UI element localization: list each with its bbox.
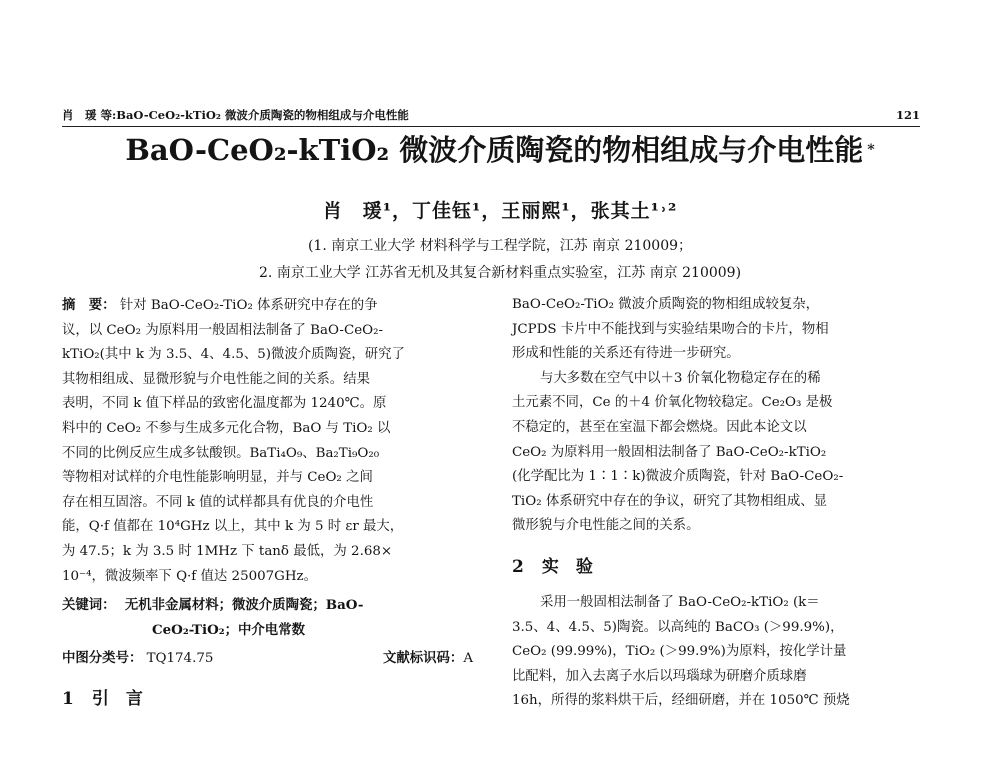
running-head-text: 肖 瑗 等:BaO-CeO₂-kTiO₂ 微波介质陶瓷的物相组成与介电性能 xyxy=(62,108,409,122)
body-line: 比配料，加入去离子水后以玛瑙球为研磨介质球磨 xyxy=(512,668,807,684)
affiliation-2: 2. 南京工业大学 江苏省无机及其复合新材料重点实验室，江苏 南京 210009) xyxy=(258,265,742,281)
document-code: 文献标识码：A xyxy=(382,650,473,667)
abstract-line: 为 47.5；k 为 3.5 时 1MHz 下 tanδ 最低，为 2.68× xyxy=(62,543,393,559)
section-heading: 1 引 言 xyxy=(62,688,143,709)
abstract-line: kTiO₂(其中 k 为 3.5、4、4.5、5)微波介质陶瓷，研究了 xyxy=(62,347,405,363)
left-column xyxy=(62,293,487,723)
body-line: 微形貌与介电性能之间的关系。 xyxy=(512,518,700,534)
body-line: 土元素不同，Ce 的＋4 价氧化物较稳定。Ce₂O₃ 是极 xyxy=(512,395,833,411)
abstract-line: 等物相对试样的介电性能影响明显，并与 CeO₂ 之间 xyxy=(62,470,373,486)
author-list: 肖 瑗¹，丁佳钰¹，王丽熙¹，张其土¹˒² xyxy=(322,200,678,222)
body-line: 形成和性能的关系还有待进一步研究。 xyxy=(512,346,740,362)
paper-title-text: BaO-CeO₂-kTiO₂ 微波介质陶瓷的物相组成与介电性能 xyxy=(125,133,864,167)
body-line: 采用一般固相法制备了 BaO-CeO₂-kTiO₂ (k＝ xyxy=(540,594,820,610)
body-line: CeO₂ (99.99%)，TiO₂ (＞99.9%)为原料，按化学计量 xyxy=(512,644,847,660)
body-line: TiO₂ 体系研究中存在的争议，研究了其物相组成、显 xyxy=(512,493,828,509)
classification-line xyxy=(62,646,487,671)
keywords-line: CeO₂-TiO₂；中介电常数 xyxy=(152,621,305,638)
body-line: 16h，所得的浆料烘干后，经细研磨，并在 1050℃ 预烧 xyxy=(512,693,850,709)
body-line: 3.5、4、4.5、5)陶瓷。以高纯的 BaCO₃ (＞99.9%)， xyxy=(512,619,844,635)
abstract-line: 能，Q·f 值都在 10⁴GHz 以上，其中 k 为 5 时 εr 最大， xyxy=(62,519,404,535)
classification-label: 中图分类号： xyxy=(62,650,143,667)
body-line: (化学配比为 1∶1∶k)微波介质陶瓷，针对 BaO-CeO₂- xyxy=(512,469,844,485)
right-column xyxy=(512,293,932,714)
body-line: JCPDS 卡片中不能找到与实验结果吻合的卡片，物相 xyxy=(512,321,829,337)
keywords-line: 关键词： 无机非金属材料；微波介质陶瓷；BaO- xyxy=(62,597,364,614)
abstract-line: 存在相互固溶。不同 k 值的试样都具有优良的介电性 xyxy=(62,494,374,510)
section-heading: 2 实 验 xyxy=(512,556,593,577)
abstract-line: 议，以 CeO₂ 为原料用一般固相法制备了 BaO-CeO₂- xyxy=(62,322,384,338)
affiliation-1: (1. 南京工业大学 材料科学与工程学院，江苏 南京 210009； xyxy=(307,238,693,254)
abstract-label: 摘 要： xyxy=(62,297,116,313)
abstract-line: 摘 要： 针对 BaO-CeO₂-TiO₂ 体系研究中存在的争 xyxy=(62,297,378,313)
abstract-line: 其物相组成、显微形貌与介电性能之间的关系。结果 xyxy=(62,371,370,387)
body-line: 不稳定的，甚至在室温下都会燃烧。因此本论文以 xyxy=(512,419,807,435)
body-line: BaO-CeO₂-TiO₂ 微波介质陶瓷的物相组成较复杂， xyxy=(512,297,820,312)
classification-value: TQ174.75 xyxy=(146,651,214,667)
page-number: 121 xyxy=(895,108,920,122)
abstract-line: 料中的 CeO₂ 不参与生成多元化合物，BaO 与 TiO₂ 以 xyxy=(62,420,391,436)
abstract-line: 表明，不同 k 值下样品的致密化温度都为 1240℃。原 xyxy=(62,396,387,412)
paper-title xyxy=(0,130,1000,170)
body-line: 与大多数在空气中以＋3 价氧化物稳定存在的稀 xyxy=(540,370,821,386)
keywords-label: 关键词： xyxy=(62,597,116,614)
body-line: CeO₂ 为原料用一般固相法制备了 BaO-CeO₂-kTiO₂ xyxy=(512,444,827,460)
running-head xyxy=(62,107,920,127)
title-footnote-mark: * xyxy=(867,142,875,158)
abstract-line: 不同的比例反应生成多钛酸钡。BaTi₄O₉、Ba₂Ti₉O₂₀ xyxy=(62,445,380,461)
abstract-line: 10⁻⁴，微波频率下 Q·f 值达 25007GHz。 xyxy=(62,568,317,584)
